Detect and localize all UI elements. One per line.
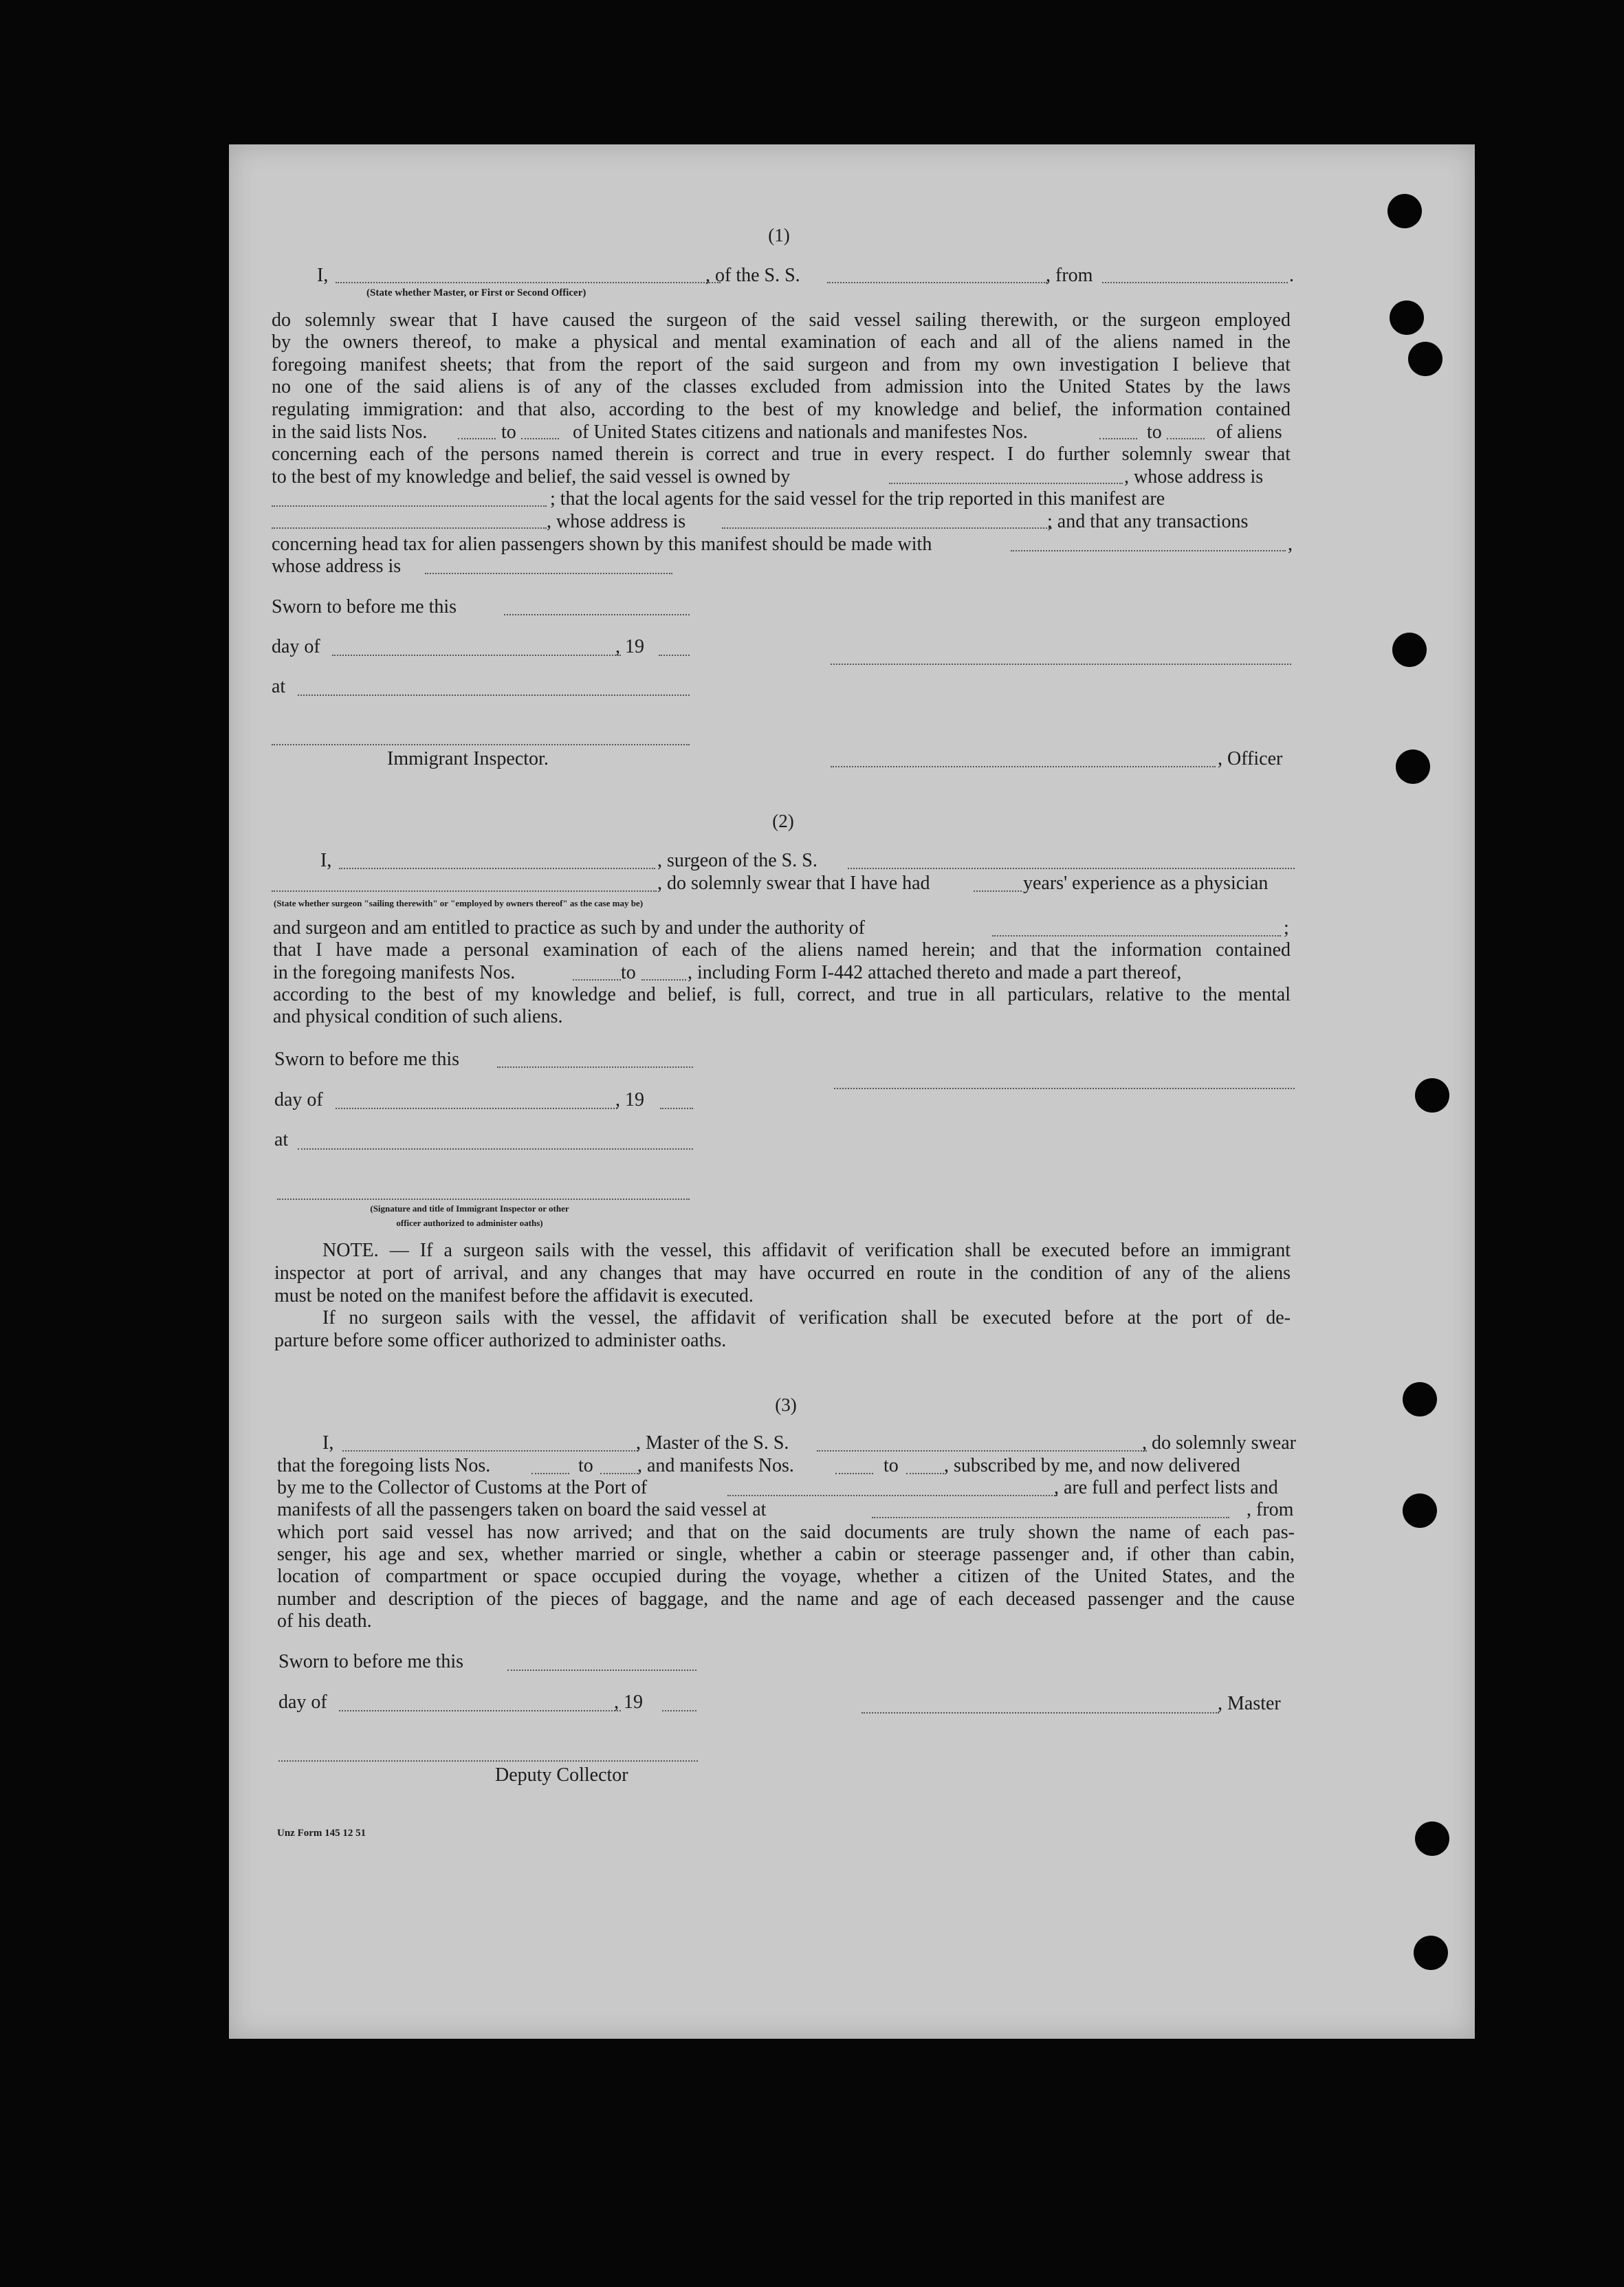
section-3-number: (3) [775,1394,797,1415]
s3-last: of his death. [277,1610,372,1632]
s3-i: I, [322,1432,334,1454]
s3-deputy-field[interactable] [278,1760,698,1762]
s3-year-field[interactable] [662,1710,696,1711]
s2-line-7: and physical condition of such aliens. [273,1006,563,1027]
binder-hole [1390,300,1424,335]
s1-manifest-to-field[interactable] [1167,438,1205,439]
s3-l3-a: by me to the Collector of Customs at the Port of [277,1477,648,1498]
s2-sworn-day-field[interactable] [497,1066,693,1068]
s1-line-3: foregoing manifest sheets; that from the report of the said surgeon and from my own investigation I believe that [272,354,1291,375]
s2-sworn: Sworn to before me this [274,1049,460,1070]
s3-month-field[interactable] [339,1710,621,1711]
s1-head-tax-address-field[interactable] [425,573,672,574]
s1-line-9: ; that the local agents for the said vessel for the trip reported in this manifest are [550,488,1165,510]
s2-l1-b: , surgeon of the S. S. [657,850,818,871]
s3-master-sig-field[interactable] [862,1712,1219,1714]
binder-hole [1408,342,1442,376]
s1-inspector: Immigrant Inspector. [387,748,549,769]
s1-line-4: no one of the said aliens is of any of the classes excluded from admission into the United States by the laws [272,376,1291,397]
s2-l5-c: , including Form I-442 attached thereto and made a part thereof, [688,962,1182,983]
s2-line-4: that I have made a personal examination of each of the aliens named herein; and that the information contained [273,939,1291,961]
s1-agents-field[interactable] [272,527,547,529]
s3-l2-d: to [884,1455,899,1476]
s1-l6-e: of aliens [1216,422,1282,443]
s2-year-field[interactable] [660,1108,693,1109]
s1-from-field[interactable] [1102,282,1288,283]
s3-l2-c: , and manifests Nos. [637,1455,794,1476]
s1-list-to-field[interactable] [521,438,559,439]
s1-officer-sig-field[interactable] [831,766,1216,767]
s1-owner-address-field[interactable] [272,505,547,507]
s3-l1-c: , do solemnly swear [1142,1432,1296,1454]
s3-l1-b: , Master of the S. S. [636,1432,789,1454]
note-line-5: parture before some officer authorized to administer oaths. [274,1330,727,1351]
s1-l8-b: , whose address is [1124,466,1264,488]
s3-day-of: day of [278,1692,327,1713]
note-line-1: NOTE. — If a surgeon sails with the vessel, this affidavit of verification shall be executed before an immigrant [322,1240,1291,1261]
s2-i: I, [320,850,332,871]
s1-line-5: regulating immigration: and that also, according to the best of my knowledge and belief, the information contained [272,399,1291,420]
s1-signature-field[interactable] [831,664,1291,665]
s2-years-field[interactable] [974,890,1022,892]
s1-head-tax-field[interactable] [1011,550,1286,551]
binder-hole [1415,1078,1449,1113]
s1-sworn-day-field[interactable] [504,614,690,615]
s1-l10-a: , whose address is [547,511,686,532]
s1-i: I, [317,265,329,286]
s1-l6-a: in the said lists Nos. [272,422,428,443]
s2-surgeon-note: (State whether surgeon "sailing therewith" or "employed by owners thereof" as the case may be) [274,898,644,908]
s3-line-6: senger, his age and sex, whether married or single, whether a cabin or steerage passenger and, if other than cabin, [277,1544,1295,1565]
s1-manifest-from-field[interactable] [1099,438,1137,439]
s1-at-field[interactable] [298,694,690,696]
s3-manifest-from-field[interactable] [835,1473,873,1474]
s3-line-5: which port said vessel has now arrived; and that on the said documents are truly shown the name of each pas- [277,1522,1295,1543]
s1-sworn: Sworn to before me this [272,596,457,617]
s3-l3-b: , are full and perfect lists and [1054,1477,1278,1498]
s3-manifest-to-field[interactable] [906,1473,944,1474]
binder-hole [1396,749,1430,784]
s1-l8-a: to the best of my knowledge and belief, the said vessel is owned by [272,466,791,488]
s3-l2-e: , subscribed by me, and now delivered [944,1455,1240,1476]
s3-list-from-field[interactable] [531,1473,569,1474]
s2-l2-a: , do solemnly swear that I have had [657,873,930,894]
form-id: Unz Form 145 12 51 [277,1828,366,1839]
binder-hole [1387,194,1422,228]
note-line-4: If no surgeon sails with the vessel, the affidavit of verification shall be executed before at the port of de- [322,1307,1291,1328]
binder-hole [1415,1821,1449,1856]
s2-ship-field[interactable] [848,868,1295,869]
s3-year: , 19 [614,1692,643,1713]
s2-l5-a: in the foregoing manifests Nos. [273,962,516,983]
section-2-number: (2) [772,811,794,831]
binder-hole [1392,633,1427,667]
s2-l5-b: to [621,962,636,983]
s2-inspector-field[interactable] [277,1199,690,1200]
s1-ship-field[interactable] [827,282,1047,283]
s1-day-of: day of [272,636,320,657]
s1-l6-d: to [1147,422,1162,443]
s3-master: , Master [1218,1693,1281,1714]
s3-ship-field[interactable] [817,1450,1147,1452]
s2-manifest-from-field[interactable] [573,979,621,981]
s3-l2-b: to [578,1455,593,1476]
s1-officer: , Officer [1218,748,1283,769]
s2-authority-field[interactable] [992,935,1281,937]
s1-line-2: by the owners thereof, to make a physical and mental examination of each and all of the aliens named in the [272,331,1291,353]
s2-surgeon-type-field[interactable] [272,890,657,892]
s3-deputy: Deputy Collector [495,1764,628,1786]
s2-year: , 19 [615,1089,644,1110]
s2-line-6: according to the best of my knowledge and belief, is full, correct, and true in all particulars, relative to the mental [273,984,1291,1005]
s1-list-from-field[interactable] [458,438,496,439]
s1-at: at [272,676,286,697]
note-line-3: must be noted on the manifest before the affidavit is executed. [274,1285,754,1306]
s3-l4-a: manifests of all the passengers taken on board the said vessel at [277,1499,767,1520]
s2-at: at [274,1129,289,1150]
s2-manifest-to-field[interactable] [641,979,686,981]
s1-line-1: do solemnly swear that I have caused the surgeon of the said vessel sailing therewith, or the surgeon employed [272,309,1291,331]
s3-boarding-port-field[interactable] [872,1517,1229,1518]
s2-l2-b: years' experience as a physician [1023,873,1269,894]
section-1-number: (1) [768,225,790,245]
s1-year: , 19 [615,636,644,657]
s3-list-to-field[interactable] [600,1473,638,1474]
s3-sworn: Sworn to before me this [278,1651,464,1672]
s2-name-field[interactable] [339,868,655,869]
s1-year-field[interactable] [659,655,690,656]
s2-day-of: day of [274,1089,323,1110]
s3-sworn-day-field[interactable] [507,1670,696,1671]
s1-agents-address-field[interactable] [722,527,1052,529]
s2-sig-note-2: officer authorized to administer oaths) [396,1218,543,1228]
s3-port-field[interactable] [727,1495,1057,1496]
binder-hole [1403,1382,1437,1416]
s3-l4-b: , from [1247,1499,1294,1520]
s2-l3-b: ; [1284,917,1289,939]
s2-month-field[interactable] [336,1108,617,1109]
s3-line-7: location of compartment or space occupied during the voyage, whether a citizen of the United States, and the [277,1566,1295,1587]
s1-end: . [1289,265,1294,286]
s3-line-8: number and description of the pieces of baggage, and the name and age of each deceased passenger and the cause [277,1588,1295,1610]
s1-line-11: concerning head tax for alien passengers shown by this manifest should be made with [272,534,932,555]
s1-line-7: concerning each of the persons named therein is correct and true in every respect. I do further solemnly swear that [272,444,1291,465]
s1-line-12: whose address is [272,556,402,577]
s2-l3-a: and surgeon and am entitled to practice as such by and under the authority of [273,917,865,939]
s1-owner-field[interactable] [889,483,1123,484]
s3-name-field[interactable] [342,1450,638,1452]
s1-line-11-end: , [1288,534,1293,555]
s1-month-field[interactable] [332,655,621,656]
binder-hole [1403,1493,1437,1528]
s1-officer-note: (State whether Master, or First or Second Officer) [366,287,586,298]
s2-signature-field[interactable] [834,1088,1295,1089]
note-line-2: inspector at port of arrival, and any changes that may have occurred en route in the condition of any of the aliens [274,1262,1291,1284]
s1-inspector-field[interactable] [272,744,690,745]
form-sheet [229,144,1475,2039]
s2-sig-note-1: (Signature and title of Immigrant Inspector or other [370,1203,569,1214]
s2-at-field[interactable] [298,1148,693,1150]
s1-l6-c: of United States citizens and nationals and manifestes Nos. [573,422,1028,443]
s1-officer-field[interactable] [336,282,721,283]
s3-l2-a: that the foregoing lists Nos. [277,1455,491,1476]
s1-from-label: , from [1046,265,1093,286]
s1-l10-b: ; and that any transactions [1047,511,1249,532]
binder-hole [1414,1936,1448,1970]
s1-ss-label: , of the S. S. [705,265,800,286]
s1-l6-b: to [501,422,516,443]
